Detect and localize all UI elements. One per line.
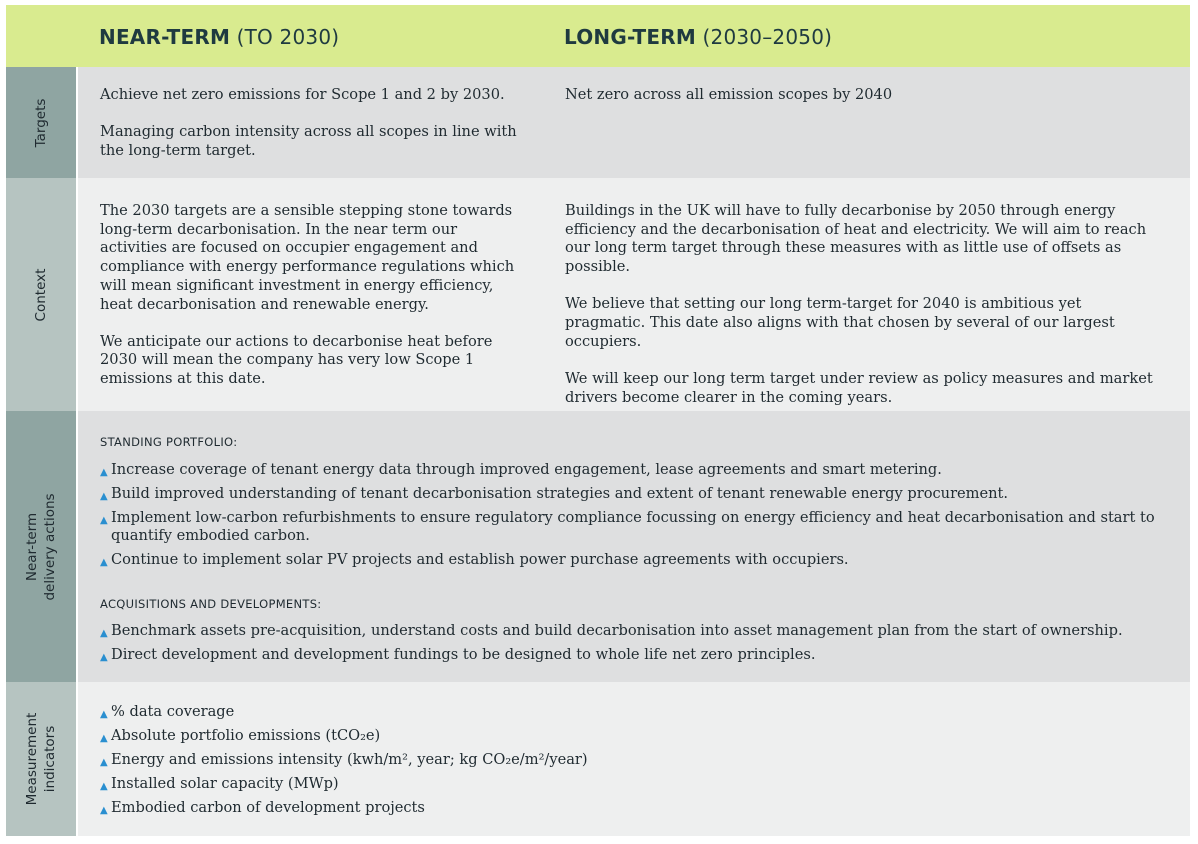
- delivery-actions-content: [100, 433, 1170, 670]
- list-item: ▲ Installed solar capacity (MWp): [100, 775, 1170, 793]
- triangle-bullet-icon: ▲: [100, 733, 108, 744]
- list-item: ▲ Benchmark assets pre-acquisition, understand costs and build decarbonisation into asset management plan from the start of ownership.: [100, 622, 1170, 640]
- measurement-indicators-content: [100, 703, 1170, 823]
- triangle-bullet-icon: ▲: [100, 709, 108, 720]
- list-item: ▲ Absolute portfolio emissions (tCO₂e): [100, 727, 1170, 745]
- acquisitions-list: [100, 622, 1170, 664]
- triangle-bullet-icon: ▲: [100, 805, 108, 816]
- list-item: ▲ % data coverage: [100, 703, 1170, 721]
- triangle-bullet-icon: ▲: [100, 781, 108, 792]
- measurement-indicators-row: [78, 682, 1190, 836]
- row-label-measurement-indicators: Measurement indicators: [6, 682, 76, 836]
- row-label-delivery-actions: Near-term delivery actions: [6, 411, 76, 682]
- delivery-actions-row: [78, 411, 1190, 682]
- targets-row: [78, 67, 1190, 178]
- list-item: ▲ Continue to implement solar PV projects and establish power purchase agreements with occupiers.: [100, 551, 1170, 569]
- context-row: [78, 178, 1190, 411]
- standing-portfolio-title: STANDING PORTFOLIO:: [100, 435, 238, 449]
- triangle-bullet-icon: ▲: [100, 556, 108, 568]
- targets-near-term: Achieve net zero emissions for Scope 1 and 2 by 2030. Managing carbon intensity across all scopes in line with the long-term target.: [100, 86, 517, 159]
- list-item: ▲ Embodied carbon of development projects: [100, 799, 1170, 817]
- list-item: ▲ Increase coverage of tenant energy data through improved engagement, lease agreements and smart metering.: [100, 461, 1170, 479]
- list-item: ▲ Direct development and development fundings to be designed to whole life net zero principles.: [100, 646, 1170, 664]
- list-item: ▲ Implement low-carbon refurbishments to ensure regulatory compliance focussing on energy efficiency and heat decarbonisation and start to quantify embodied carbon.: [100, 508, 1155, 544]
- triangle-bullet-icon: ▲: [100, 514, 108, 526]
- context-long-term: Buildings in the UK will have to fully decarbonise by 2050 through energy efficiency and the decarbonisation of heat and electricity. We will aim to reach our long term target through these measures with as little use of offsets as possible. We believe that setting our long term-target for 2040 is ambitious yet pragmatic. This date also aligns with that chosen by several of our largest occupiers. We will keep our long term target under review as policy measures and market drivers become clearer in the coming years.: [565, 202, 1153, 406]
- triangle-bullet-icon: ▲: [100, 490, 108, 502]
- triangle-bullet-icon: ▲: [100, 652, 108, 664]
- standing-portfolio-list: [100, 461, 1170, 569]
- triangle-bullet-icon: ▲: [100, 628, 108, 640]
- list-item: ▲ Build improved understanding of tenant decarbonisation strategies and extent of tenant renewable energy procurement.: [100, 485, 1170, 503]
- triangle-bullet-icon: ▲: [100, 466, 108, 478]
- row-label-context: Context: [6, 178, 76, 411]
- row-label-targets: Targets: [6, 67, 76, 178]
- list-item: ▲ Energy and emissions intensity (kwh/m², year; kg CO₂e/m²/year): [100, 751, 1170, 769]
- acquisitions-title: ACQUISITIONS AND DEVELOPMENTS:: [100, 596, 322, 611]
- measurement-indicators-list: [100, 703, 1170, 817]
- long-term-heading: LONG-TERM (2030–2050): [564, 25, 833, 49]
- table-header: [6, 5, 1190, 67]
- triangle-bullet-icon: ▲: [100, 757, 108, 768]
- near-term-heading: NEAR-TERM (TO 2030): [99, 25, 340, 49]
- context-near-term: The 2030 targets are a sensible stepping stone towards long-term decarbonisation. In the near term our activities are focused on occupier engagement and compliance with energy performance regulations which will mean significant investment in energy efficiency, heat decarbonisation and renewable energy. We anticipate our actions to decarbonise heat before 2030 will mean the company has very low Scope 1 emissions at this date.: [100, 202, 515, 388]
- targets-long-term: Net zero across all emission scopes by 2040: [565, 86, 893, 103]
